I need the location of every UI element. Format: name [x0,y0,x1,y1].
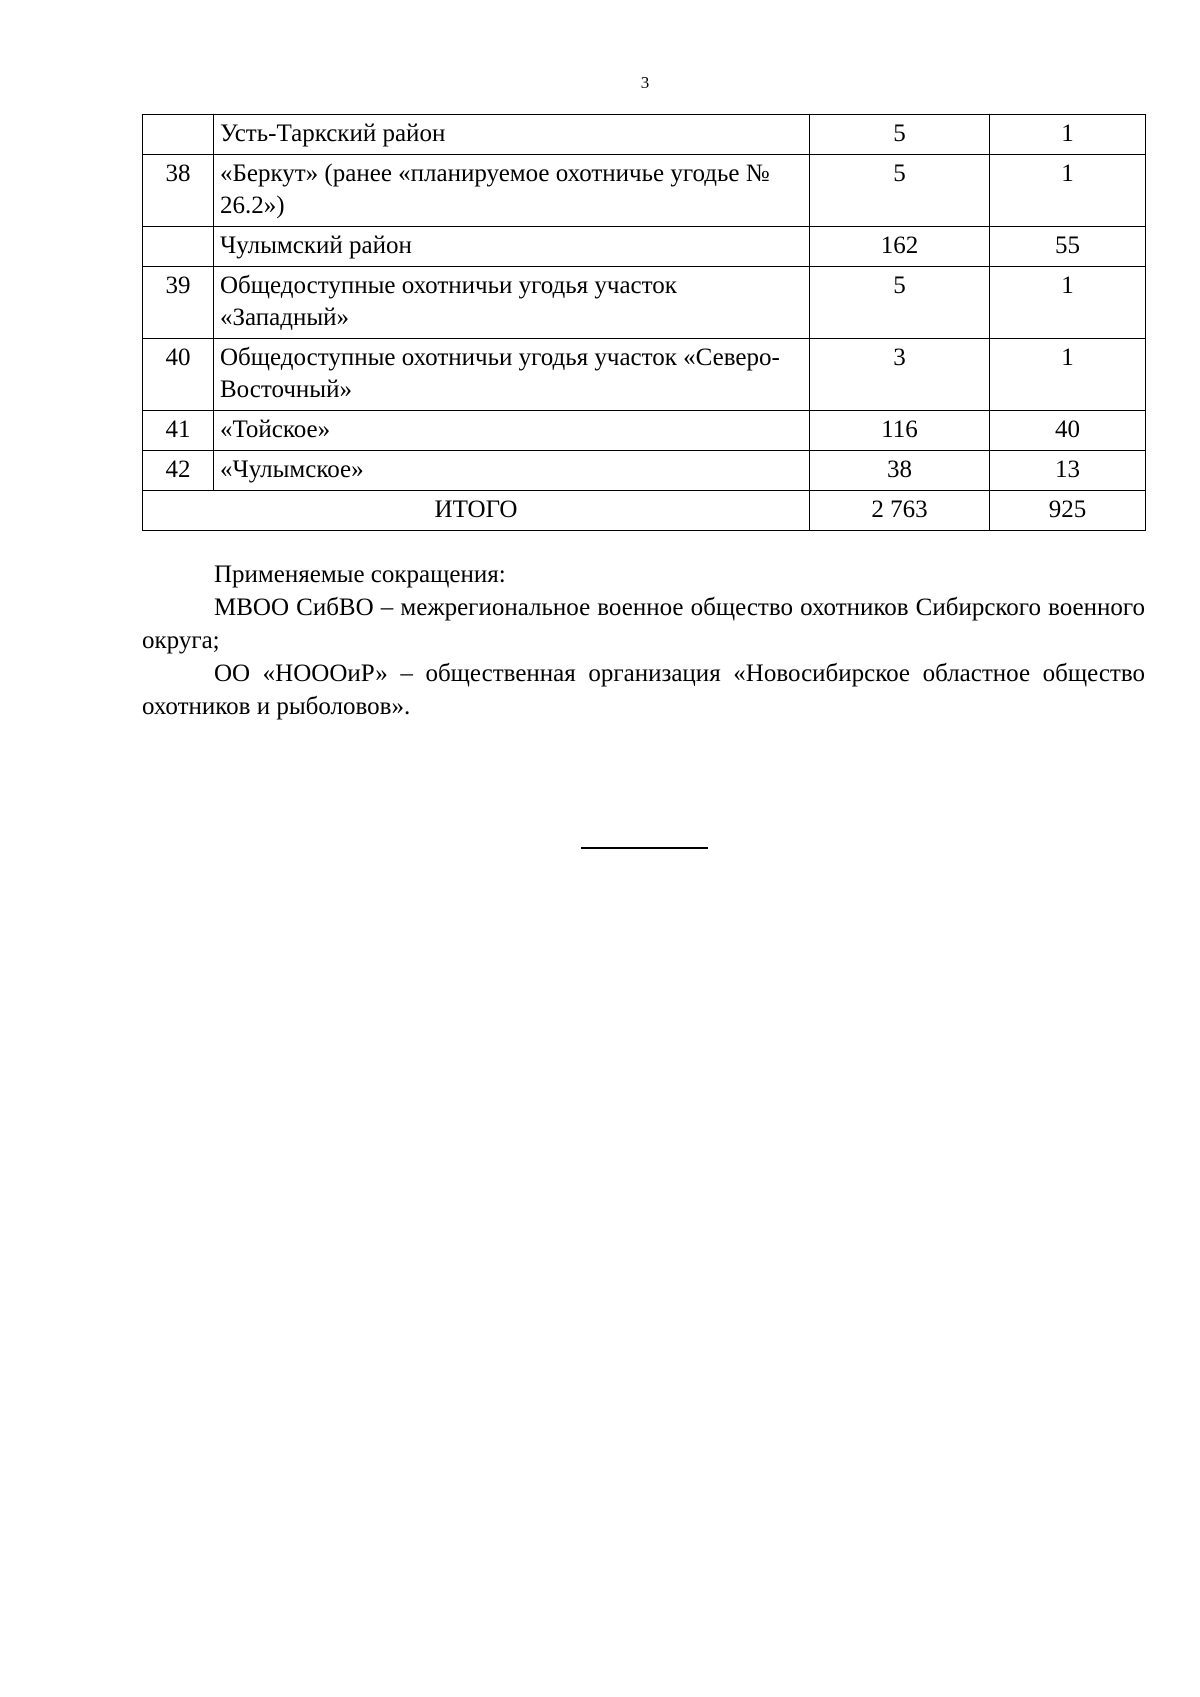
row-value-2: 13 [990,451,1146,491]
row-number [143,115,214,155]
total-value-2: 925 [990,491,1146,531]
abbreviation-item: МВОО СибВО – межрегиональное военное общество охотников Сибирского военного округа; [142,594,1145,654]
row-number: 40 [143,339,214,411]
row-value-1: 38 [810,451,990,491]
row-value-1: 5 [810,115,990,155]
table-row [143,339,1146,411]
row-number [143,227,214,267]
table-row [143,115,1146,155]
table-row [143,267,1146,339]
abbreviation-item: ОО «НОООиР» – общественная организация «Новосибирское областное общество охотников и рыболовов». [142,660,1145,720]
row-name: «Чулымское» [214,451,810,491]
row-number: 39 [143,267,214,339]
table-row [143,411,1146,451]
total-row [143,491,1146,531]
row-value-2: 1 [990,339,1146,411]
total-label: ИТОГО [143,491,810,531]
row-value-2: 1 [990,267,1146,339]
row-value-1: 162 [810,227,990,267]
total-value-1: 2 763 [810,491,990,531]
row-name: «Беркут» (ранее «планируемое охотничье угодье № 26.2») [214,155,810,227]
row-value-1: 5 [810,267,990,339]
closing-divider [581,847,708,849]
page-number: 3 [640,73,650,92]
row-value-1: 3 [810,339,990,411]
row-number: 42 [143,451,214,491]
row-name: «Тойское» [214,411,810,451]
table-row [143,451,1146,491]
row-name: Усть-Таркский район [214,115,810,155]
row-value-1: 116 [810,411,990,451]
abbreviations-heading: Применяемые сокращения: [214,561,506,588]
row-value-2: 1 [990,115,1146,155]
row-name: Чулымский район [214,227,810,267]
abbreviations-section [142,558,1145,723]
table-row [143,155,1146,227]
hunting-grounds-table [142,114,1146,531]
row-value-2: 55 [990,227,1146,267]
row-number: 38 [143,155,214,227]
table-row [143,227,1146,267]
row-value-1: 5 [810,155,990,227]
row-value-2: 40 [990,411,1146,451]
row-value-2: 1 [990,155,1146,227]
row-name: Общедоступные охотничьи угодья участок «Северо-Восточный» [214,339,810,411]
row-number: 41 [143,411,214,451]
row-name: Общедоступные охотничьи угодья участок «Западный» [214,267,810,339]
